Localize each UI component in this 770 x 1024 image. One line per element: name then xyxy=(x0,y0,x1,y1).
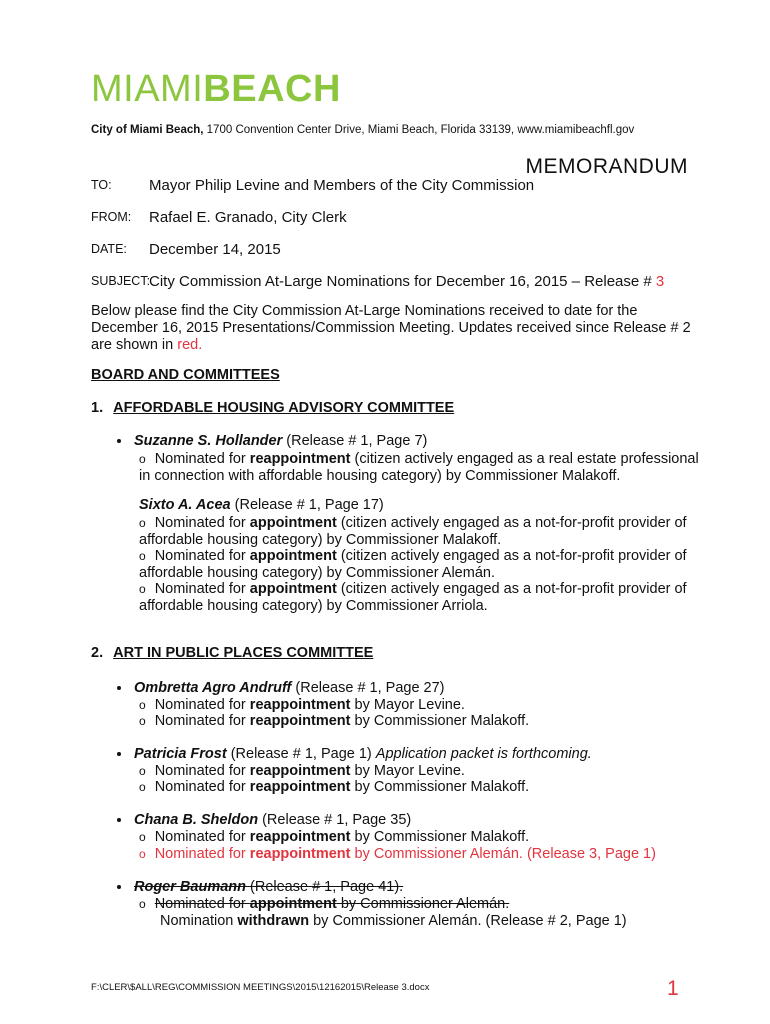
section-number: 2. xyxy=(91,645,104,661)
section-2-heading xyxy=(91,645,373,661)
address-rest: 1700 Convention Center Drive, Miami Beach, Florida 33139, www.miamibeachfl.gov xyxy=(203,124,635,136)
date-value: December 14, 2015 xyxy=(149,241,281,258)
list-item xyxy=(117,680,445,696)
nominee-ref: (Release # 1, Page 35) xyxy=(258,812,412,828)
section-number: 1. xyxy=(91,400,104,416)
nomination-text: Nomination withdrawn by Commissioner Alemán. (Release # 2, Page 1) xyxy=(160,913,627,929)
bullet-icon xyxy=(117,885,121,889)
nomination-text: Nominated for reappointment by Commissioner Malakoff. xyxy=(154,779,530,795)
letterhead-address xyxy=(91,124,634,136)
section-title: AFFORDABLE HOUSING ADVISORY COMMITTEE xyxy=(113,400,455,416)
address-org: City of Miami Beach, xyxy=(91,124,204,136)
list-item xyxy=(139,581,709,615)
section-1-heading xyxy=(91,400,454,416)
nominee-note: Application packet is forthcoming. xyxy=(375,746,592,762)
nomination-text: Nominated for appointment by Commissioner Alemán. xyxy=(154,896,510,912)
nominee-name: Suzanne S. Hollander xyxy=(134,433,283,449)
from-value: Rafael E. Granado, City Clerk xyxy=(149,209,347,226)
from-label: FROM: xyxy=(91,210,132,224)
circle-bullet-icon: o xyxy=(139,549,146,563)
date-label: DATE: xyxy=(91,242,127,256)
file-path: F:\CLER\$ALL\REG\COMMISSION MEETINGS\2015\12162015\Release 3.docx xyxy=(91,982,430,993)
nomination-text: Nominated for reappointment by Commissioner Alemán. (Release 3, Page 1) xyxy=(154,846,656,862)
logo-beach: BEACH xyxy=(203,68,341,110)
section-title: ART IN PUBLIC PLACES COMMITTEE xyxy=(113,645,374,661)
nominee-ref: (Release # 1, Page 27) xyxy=(291,680,445,696)
circle-bullet-icon: o xyxy=(139,780,146,794)
nominee-ref: (Release # 1, Page 7) xyxy=(282,433,428,449)
subject-release: 3 xyxy=(655,273,665,290)
nomination-text: Nominated for reappointment by Mayor Levine. xyxy=(154,697,465,713)
circle-bullet-icon: o xyxy=(139,516,146,530)
list-item xyxy=(117,879,403,895)
subject-label: SUBJECT: xyxy=(91,274,151,288)
list-item xyxy=(139,713,529,730)
bullet-icon xyxy=(117,752,121,756)
nomination-text: Nominated for appointment (citizen actively engaged as a not-for-profit provider of affordable housing category) by Commissioner Arriola. xyxy=(139,581,687,614)
circle-bullet-icon: o xyxy=(139,897,146,911)
bullet-icon xyxy=(117,439,121,443)
nomination-text: Nominated for reappointment by Commissioner Malakoff. xyxy=(154,713,530,729)
nominee-name: Sixto A. Acea xyxy=(139,497,231,513)
nominee-name: Roger Baumann xyxy=(134,879,246,895)
to-label: TO: xyxy=(91,178,112,192)
nomination-text: Nominated for reappointment (citizen actively engaged as a real estate professional in connection with affordable housing category) by Commissioner Malakoff. xyxy=(139,451,699,484)
list-item xyxy=(139,697,465,714)
list-item xyxy=(139,779,529,796)
list-item xyxy=(117,812,411,828)
list-item xyxy=(160,913,627,930)
circle-bullet-icon: o xyxy=(139,582,146,596)
list-item xyxy=(117,746,592,762)
nominee-ref: (Release # 1, Page 17) xyxy=(230,497,384,513)
nominee-name: Chana B. Sheldon xyxy=(134,812,259,828)
nomination-text: Nominated for appointment (citizen actively engaged as a not-for-profit provider of affordable housing category) by Commissioner Malakoff. xyxy=(139,515,687,548)
list-item xyxy=(139,896,509,913)
list-item xyxy=(139,829,529,846)
city-logo xyxy=(91,70,341,108)
list-item xyxy=(139,451,709,485)
circle-bullet-icon: o xyxy=(139,847,146,861)
subject-value: City Commission At-Large Nominations for December 16, 2015 – Release # xyxy=(149,273,656,290)
nominee-name: Ombretta Agro Andruff xyxy=(134,680,292,696)
bullet-icon xyxy=(117,818,121,822)
circle-bullet-icon: o xyxy=(139,698,146,712)
intro-paragraph xyxy=(91,303,706,353)
intro-red: red. xyxy=(177,336,203,353)
circle-bullet-icon: o xyxy=(139,830,146,844)
page-number: 1 xyxy=(667,977,679,1000)
list-item xyxy=(139,497,384,513)
list-item xyxy=(139,515,709,549)
nomination-text: Nominated for reappointment by Mayor Levine. xyxy=(154,763,465,779)
list-item xyxy=(139,846,656,863)
subject-line xyxy=(149,273,664,290)
circle-bullet-icon: o xyxy=(139,764,146,778)
bullet-icon xyxy=(117,686,121,690)
list-item xyxy=(117,433,427,449)
nomination-text: Nominated for reappointment by Commissioner Malakoff. xyxy=(154,829,530,845)
nominee-ref: (Release # 1, Page 41). xyxy=(246,879,404,895)
intro-main: Below please find the City Commission At-Large Nominations received to date for the December 16, 2015 Presentations/Commission Meeting. Updates received since Release # 2 are shown in xyxy=(91,303,691,353)
list-item xyxy=(139,548,709,582)
nominee-ref: (Release # 1, Page 1) xyxy=(226,746,376,762)
nomination-text: Nominated for appointment (citizen actively engaged as a not-for-profit provider of affordable housing category) by Commissioner Alemán. xyxy=(139,548,687,581)
list-item xyxy=(139,763,465,780)
logo-miami: MIAMI xyxy=(91,68,204,110)
circle-bullet-icon: o xyxy=(139,452,146,466)
board-heading: BOARD AND COMMITTEES xyxy=(91,367,280,383)
circle-bullet-icon: o xyxy=(139,714,146,728)
nominee-name: Patricia Frost xyxy=(134,746,227,762)
to-value: Mayor Philip Levine and Members of the City Commission xyxy=(149,177,535,194)
memo-title: MEMORANDUM xyxy=(525,155,688,178)
